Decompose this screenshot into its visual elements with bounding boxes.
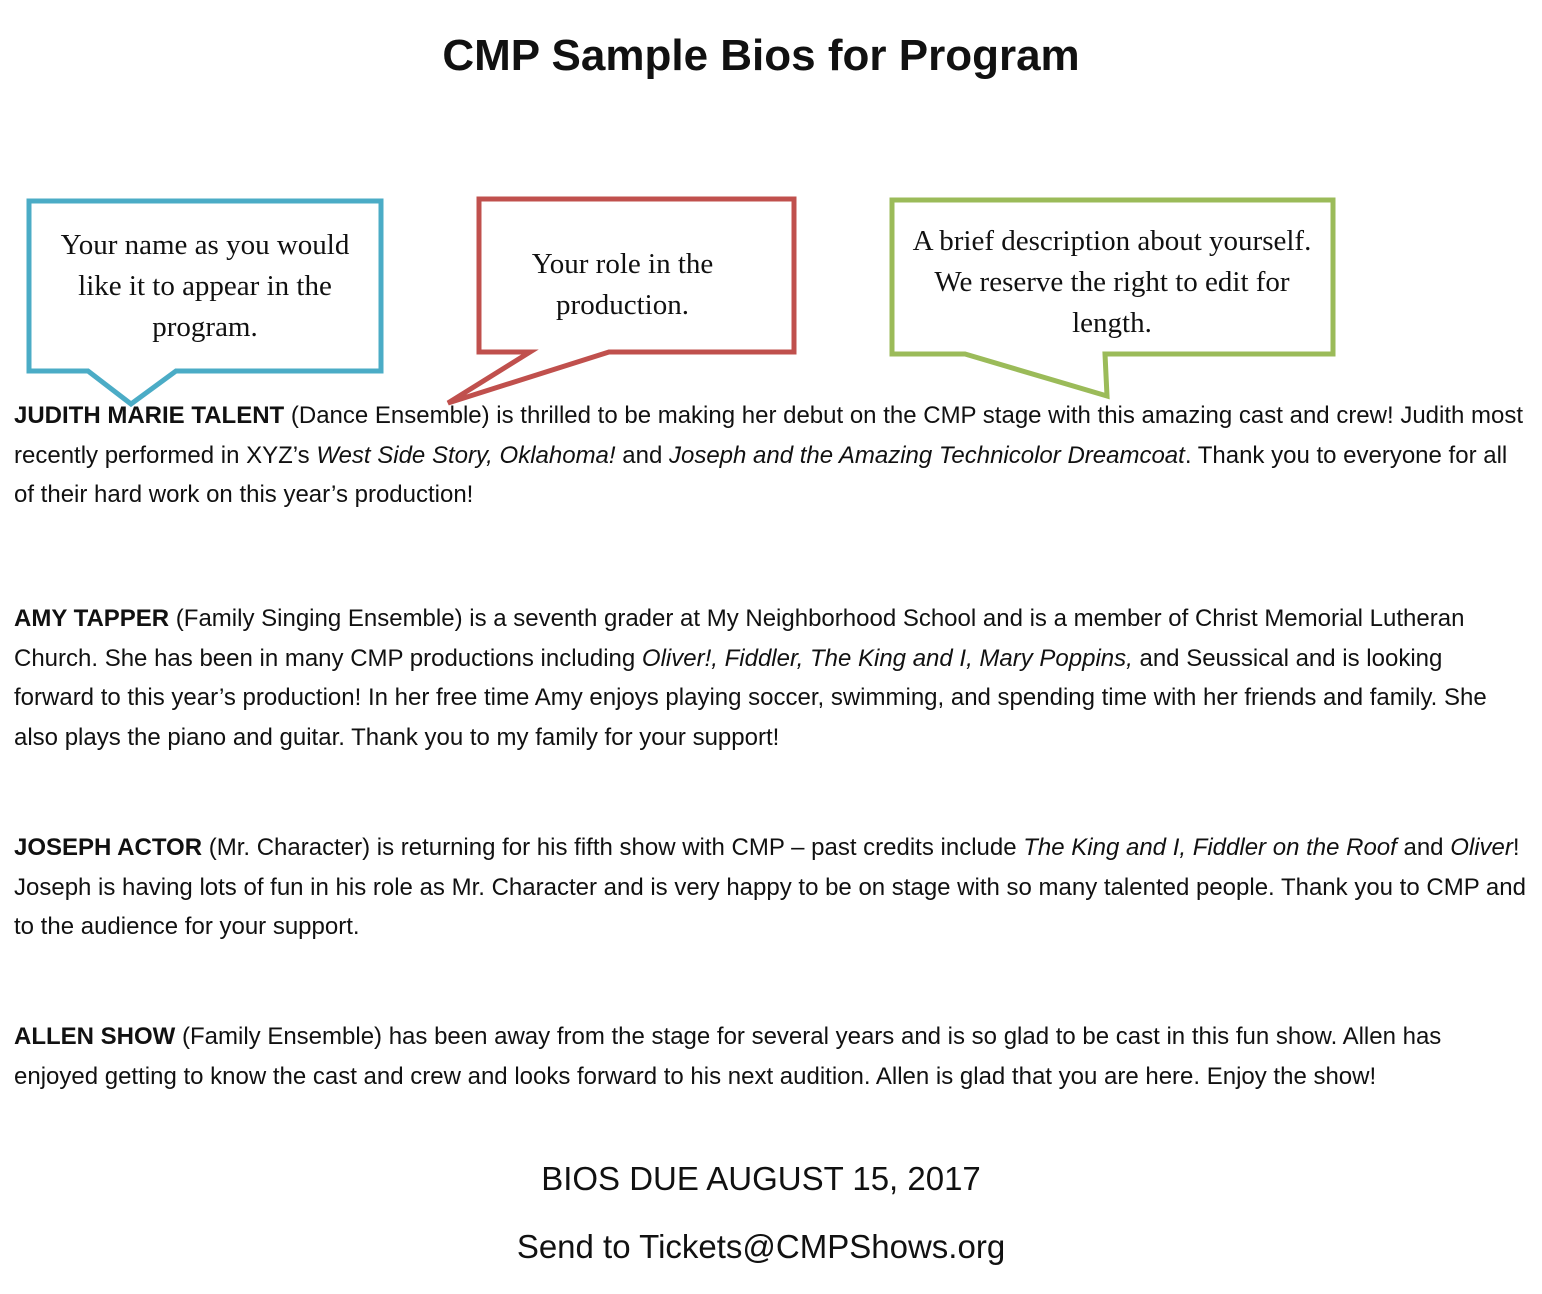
send-to-email: Send to Tickets@CMPShows.org (516, 1228, 1006, 1265)
bio-judith (14, 396, 1529, 515)
bio-text: (Family Ensemble) has been away from the stage for several years and is so glad to be cast in this fun show. Allen has enjoyed getting to know the cast and crew and looks forward to his next audition. Allen is glad that you are here. Enjoy the show! (14, 1023, 1442, 1090)
bio-text: (Family Singing Ensemble) is a seventh grader at My Neighborhood School and is a member of Christ Memorial Lutheran Church. She has been in many CMP productions including (14, 605, 1465, 672)
bio-show-titles: Joseph and the Amazing Technicolor Dreamcoat (668, 441, 1185, 469)
bio-text: and (615, 441, 669, 469)
bio-show-titles: Oliver!, Fiddler, The King and I, Mary Poppins, (641, 644, 1133, 672)
bio-amy (14, 599, 1529, 757)
callout-role-text: Your role in the production. (531, 248, 714, 321)
bio-text: (Dance Ensemble) is thrilled to be making her debut on the CMP stage with this amazing cast and crew! Judith most recently performed in XYZ’s (14, 402, 1524, 469)
bio-show-titles: Oliver (1450, 834, 1513, 861)
bio-text: ! Joseph is having lots of fun in his role as Mr. Character and is very happy to be on stage with so many talented people. Thank you to CMP and to the audience for your support. (14, 834, 1526, 940)
bio-show-titles: The King and I, Fiddler on the Roof (1023, 834, 1397, 861)
bios-due-date: BIOS DUE AUGUST 15, 2017 (541, 1160, 981, 1197)
bio-name: AMY TAPPER (14, 605, 170, 632)
bio-allen (14, 1017, 1529, 1096)
bio-text: . Thank you to everyone for all of their hard work on this year’s production! (14, 441, 1508, 508)
page-title: CMP Sample Bios for Program (442, 31, 1080, 80)
callout-description-text: A brief description about yourself. We reserve the right to edit for length. (912, 225, 1312, 339)
bio-name: JOSEPH ACTOR (14, 834, 203, 861)
bio-text: and (1396, 834, 1451, 861)
bio-name: JUDITH MARIE TALENT (14, 402, 285, 429)
bio-text: and Seussical and is looking forward to this year’s production! In her free time Amy enjoys playing soccer, swimming, and spending time with her friends and family. She also plays the piano and guitar. Thank you to my family for your support! (14, 644, 1487, 751)
callout-graphics (0, 0, 1542, 420)
bio-text: (Mr. Character) is returning for his fifth show with CMP – past credits include (202, 834, 1024, 861)
bio-show-titles: West Side Story, Oklahoma! (316, 441, 616, 469)
callout-name-text: Your name as you would like it to appear in the program. (60, 229, 350, 343)
bio-name: ALLEN SHOW (14, 1023, 176, 1050)
bio-joseph (14, 828, 1529, 947)
